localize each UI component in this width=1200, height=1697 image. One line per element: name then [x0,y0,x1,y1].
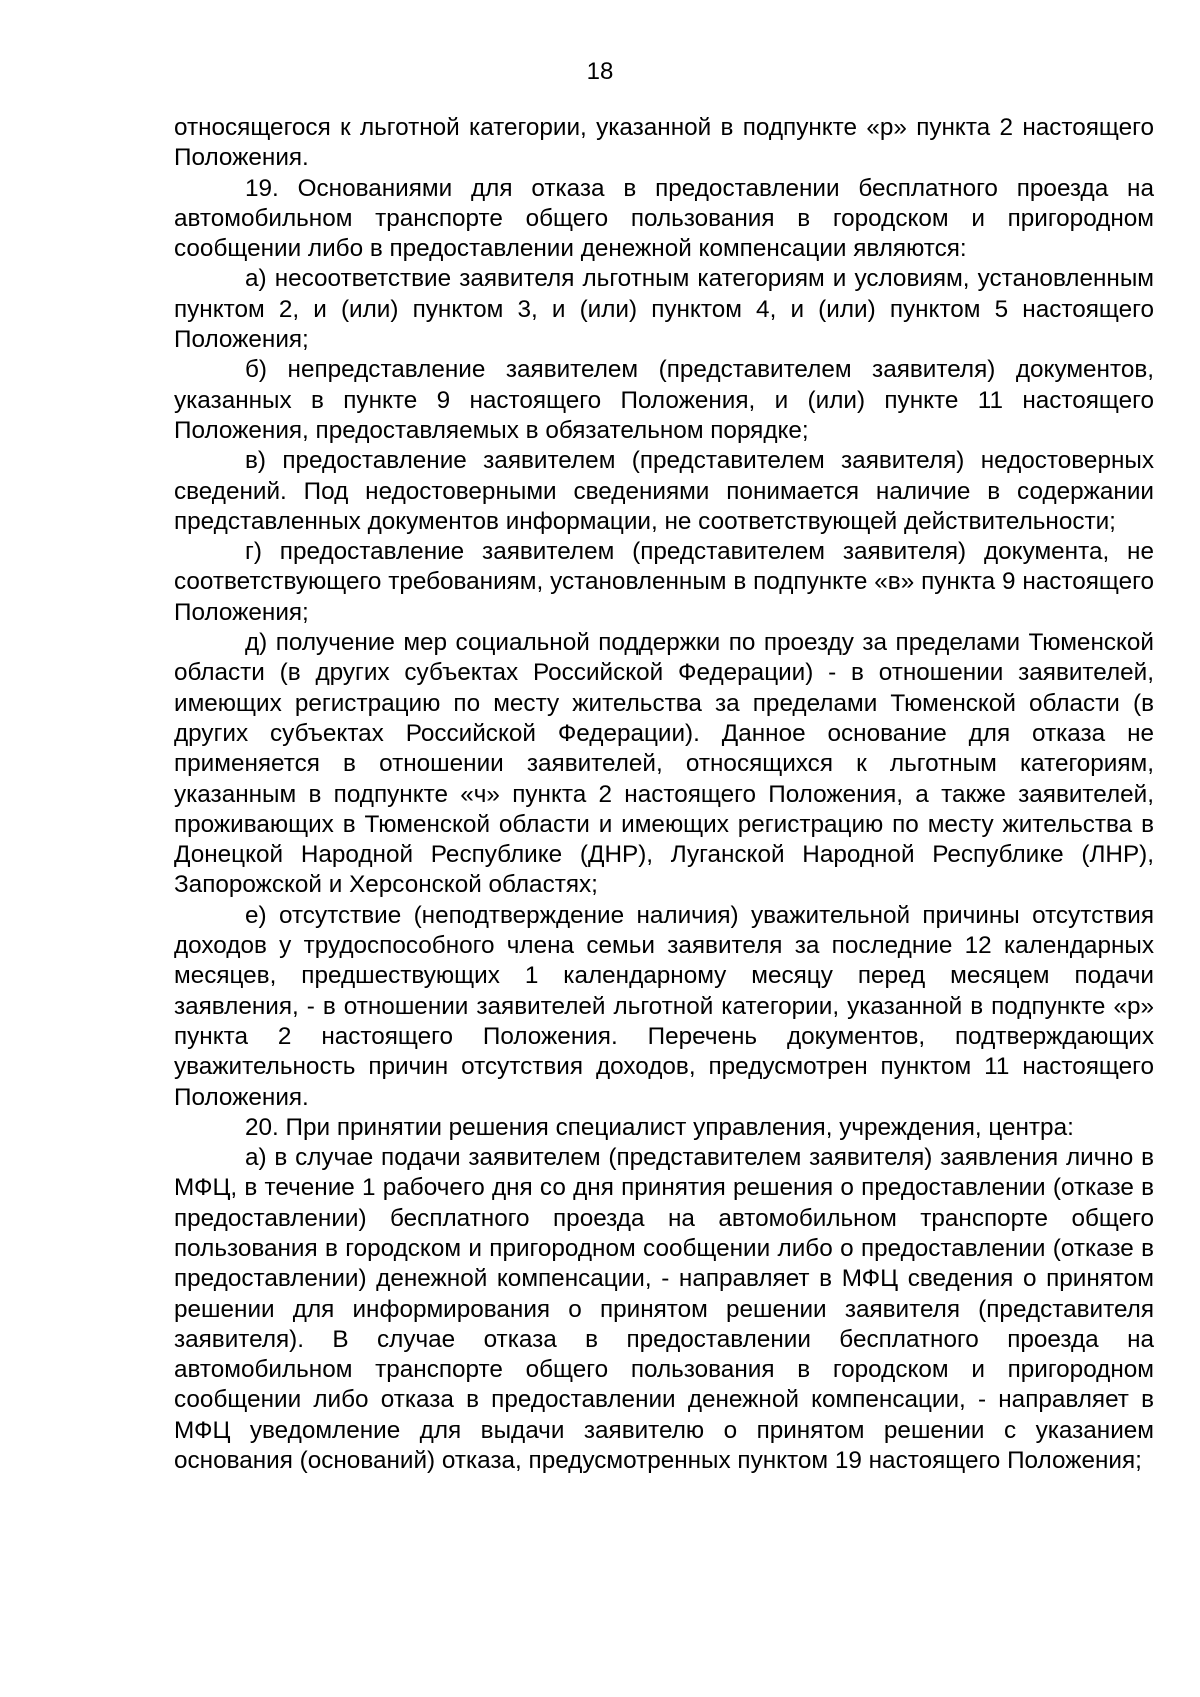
paragraph-20-a: а) в случае подачи заявителем (представителем заявителя) заявления лично в МФЦ, в течение 1 рабочего дня со дня принятия решения о предоставлении (отказе в предоставлении) бесплатного проезда на автомобильном транспорте общего пользования в городском и пригородном сообщении либо о предоставлении (отказе в предоставлении) денежной компенсации, - направляет в МФЦ сведения о принятом решении для информирования о принятом решении заявителя (представителя заявителя). В случае отказа в предоставлении бесплатного проезда на автомобильном транспорте общего пользования в городском и пригородном сообщении либо отказа в предоставлении денежной компенсации, - направляет в МФЦ уведомление для выдачи заявителю о принятом решении с указанием основания (оснований) отказа, предусмотренных пунктом 19 настоящего Положения; [174,1144,1154,1475]
paragraph-19-v: в) предоставление заявителем (представителем заявителя) недостоверных сведений. Под недостоверными сведениями понимается наличие в содержании представленных документов информации, не соответствующей действительности; [174,447,1154,535]
paragraph-19-e: е) отсутствие (неподтверждение наличия) уважительной причины отсутствия доходов у трудоспособного члена семьи заявителя за последние 12 календарных месяцев, предшествующих 1 календарному месяцу перед месяцем подачи заявления, - в отношении заявителей льготной категории, указанной в подпункте «р» пункта 2 настоящего Положения. Перечень документов, подтверждающих уважительность причин отсутствия доходов, предусмотрен пунктом 11 настоящего Положения. [174,901,1154,1111]
paragraph-19-d: д) получение мер социальной поддержки по проезду за пределами Тюменской области (в других субъектах Российской Федерации) - в отношении заявителей, имеющих регистрацию по месту жительства за пределами Тюменской области (в других субъектах Российской Федерации). Данное основание для отказа не применяется в отношении заявителей, относящихся к льготным категориям, указанным в подпункте «ч» пункта 2 настоящего Положения, а также заявителей, проживающих в Тюменской области и имеющих регистрацию по месту жительства в Донецкой Народной Республике (ДНР), Луганской Народной Республике (ЛНР), Запорожской и Херсонской областях; [174,629,1154,899]
paragraph-20-intro: 20. При принятии решения специалист управления, учреждения, центра: [245,1113,1074,1141]
document-body [174,113,1154,1476]
paragraph-19-a: а) несоответствие заявителя льготным категориям и условиям, установленным пунктом 2, и (или) пунктом 3, и (или) пунктом 4, и (или) пунктом 5 настоящего Положения; [174,265,1154,354]
paragraph-continuation: относящегося к льготной категории, указанной в подпункте «р» пункта 2 настоящего Положения. [174,114,1154,172]
paragraph-19-g: г) предоставление заявителем (представителем заявителя) документа, не соответствующего требованиям, установленным в подпункте «в» пункта 9 настоящего Положения; [174,538,1154,626]
paragraph-19-intro: 19. Основаниями для отказа в предоставлении бесплатного проезда на автомобильном транспорте общего пользования в городском и пригородном сообщении либо в предоставлении денежной компенсации являются: [174,174,1154,263]
page-number: 18 [586,58,614,85]
paragraph-19-b: б) непредставление заявителем (представителем заявителя) документов, указанных в пункте 9 настоящего Положения, и (или) пункте 11 настоящего Положения, предоставляемых в обязательном порядке; [174,356,1154,444]
